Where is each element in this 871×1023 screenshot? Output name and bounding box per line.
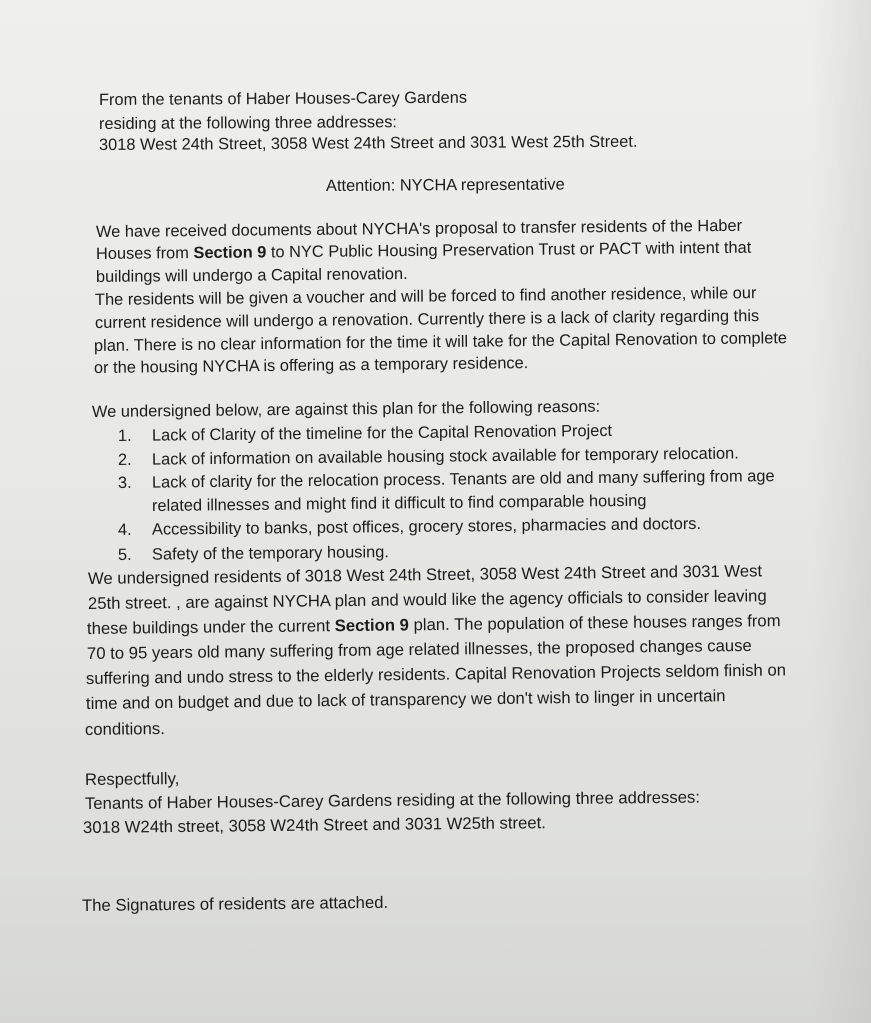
header-line-2: residing at the following three addresses: — [98, 113, 397, 133]
reason-text: Lack of Clarity of the timeline for the Capital Renovation Project — [151, 421, 613, 445]
para1-line-6: plan. There is no clear information for the time it will take for the Capital Renovation to complete — [93, 329, 788, 355]
closing-line-2: 3018 W24th street, 3058 W24th Street and 3031 W25th street. — [82, 813, 546, 837]
reason-item-1 — [118, 421, 612, 446]
para2-line-3c: plan. The population of these houses ranges from — [408, 611, 781, 635]
para1-line-7: or the housing NYCHA is offering as a temporary residence. — [93, 354, 529, 377]
para2-line-2: 25th street. , are against NYCHA plan and would like the agency officials to consider leaving — [87, 586, 767, 613]
para1-line-1: We have received documents about NYCHA's proposal to transfer residents of the Haber — [95, 216, 743, 241]
reason-number: 2. — [117, 450, 132, 469]
signatures-note: The Signatures of residents are attached. — [81, 892, 389, 915]
para2-line-1: We undersigned residents of 3018 West 24th Street, 3058 West 24th Street and 3031 West — [87, 561, 763, 588]
page-edge-shadow — [811, 0, 871, 1023]
reason-item-3 — [118, 466, 775, 493]
reason-item-5 — [118, 542, 389, 565]
para2-line-5: suffering and undo stress to the elderly residents. Capital Renovation Projects seldom finish on — [85, 660, 787, 688]
reason-item-2 — [118, 444, 739, 470]
para1-line-2 — [96, 238, 751, 264]
para1-line-2c: to NYC Public Housing Preservation Trust or PACT with intent that — [266, 238, 752, 262]
reason-number: 5. — [117, 545, 132, 564]
para2-line-6: time and on budget and due to lack of transparency we don't wish to linger in uncertain — [85, 686, 726, 713]
reason-number: 1. — [117, 426, 132, 445]
reason-text: Accessibility to banks, post offices, grocery stores, pharmacies and doctors. — [151, 514, 702, 539]
reason-text: Safety of the temporary housing. — [151, 543, 389, 564]
para1-line-2a: Houses from — [95, 244, 194, 263]
header-line-3: 3018 West 24th Street, 3058 West 24th Street and 3031 West 25th Street. — [98, 132, 638, 154]
attention-line: Attention: NYCHA representative — [325, 175, 565, 195]
section-9-bold: Section 9 — [334, 615, 409, 636]
para2-line-3a: these buildings under the current — [86, 616, 335, 638]
para2-line-7: conditions. — [84, 719, 165, 739]
para2-line-3 — [87, 611, 781, 639]
reason-number: 4. — [117, 520, 132, 539]
reason-item-3-continued: related illnesses and might find it difficult to find comparable housing — [151, 491, 647, 515]
para2-line-4: 70 to 95 years old many suffering from age related illnesses, the proposed changes cause — [86, 635, 752, 663]
header-line-1: From the tenants of Haber Houses-Carey Gardens — [98, 88, 468, 109]
reason-item-4 — [118, 514, 701, 540]
closing-line-1: Tenants of Haber Houses-Carey Gardens residing at the following three addresses: — [84, 787, 701, 813]
para1-line-5: current residence will undergo a renovation. Currently there is a lack of clarity regarding this — [94, 307, 760, 332]
section-9-bold: Section 9 — [193, 243, 267, 263]
para1-line-3: buildings will undergo a Capital renovation. — [95, 265, 408, 286]
reason-number: 3. — [117, 473, 132, 492]
reason-text: Lack of information on available housing stock available for temporary relocation. — [151, 444, 739, 469]
para1-line-4: The residents will be given a voucher and will be forced to find another residence, while our — [94, 284, 757, 309]
reasons-intro: We undersigned below, are against this plan for the following reasons: — [91, 397, 601, 421]
reason-text: Lack of clarity for the relocation process. Tenants are old and many suffering from age — [151, 467, 775, 492]
closing-salutation: Respectfully, — [84, 769, 180, 789]
